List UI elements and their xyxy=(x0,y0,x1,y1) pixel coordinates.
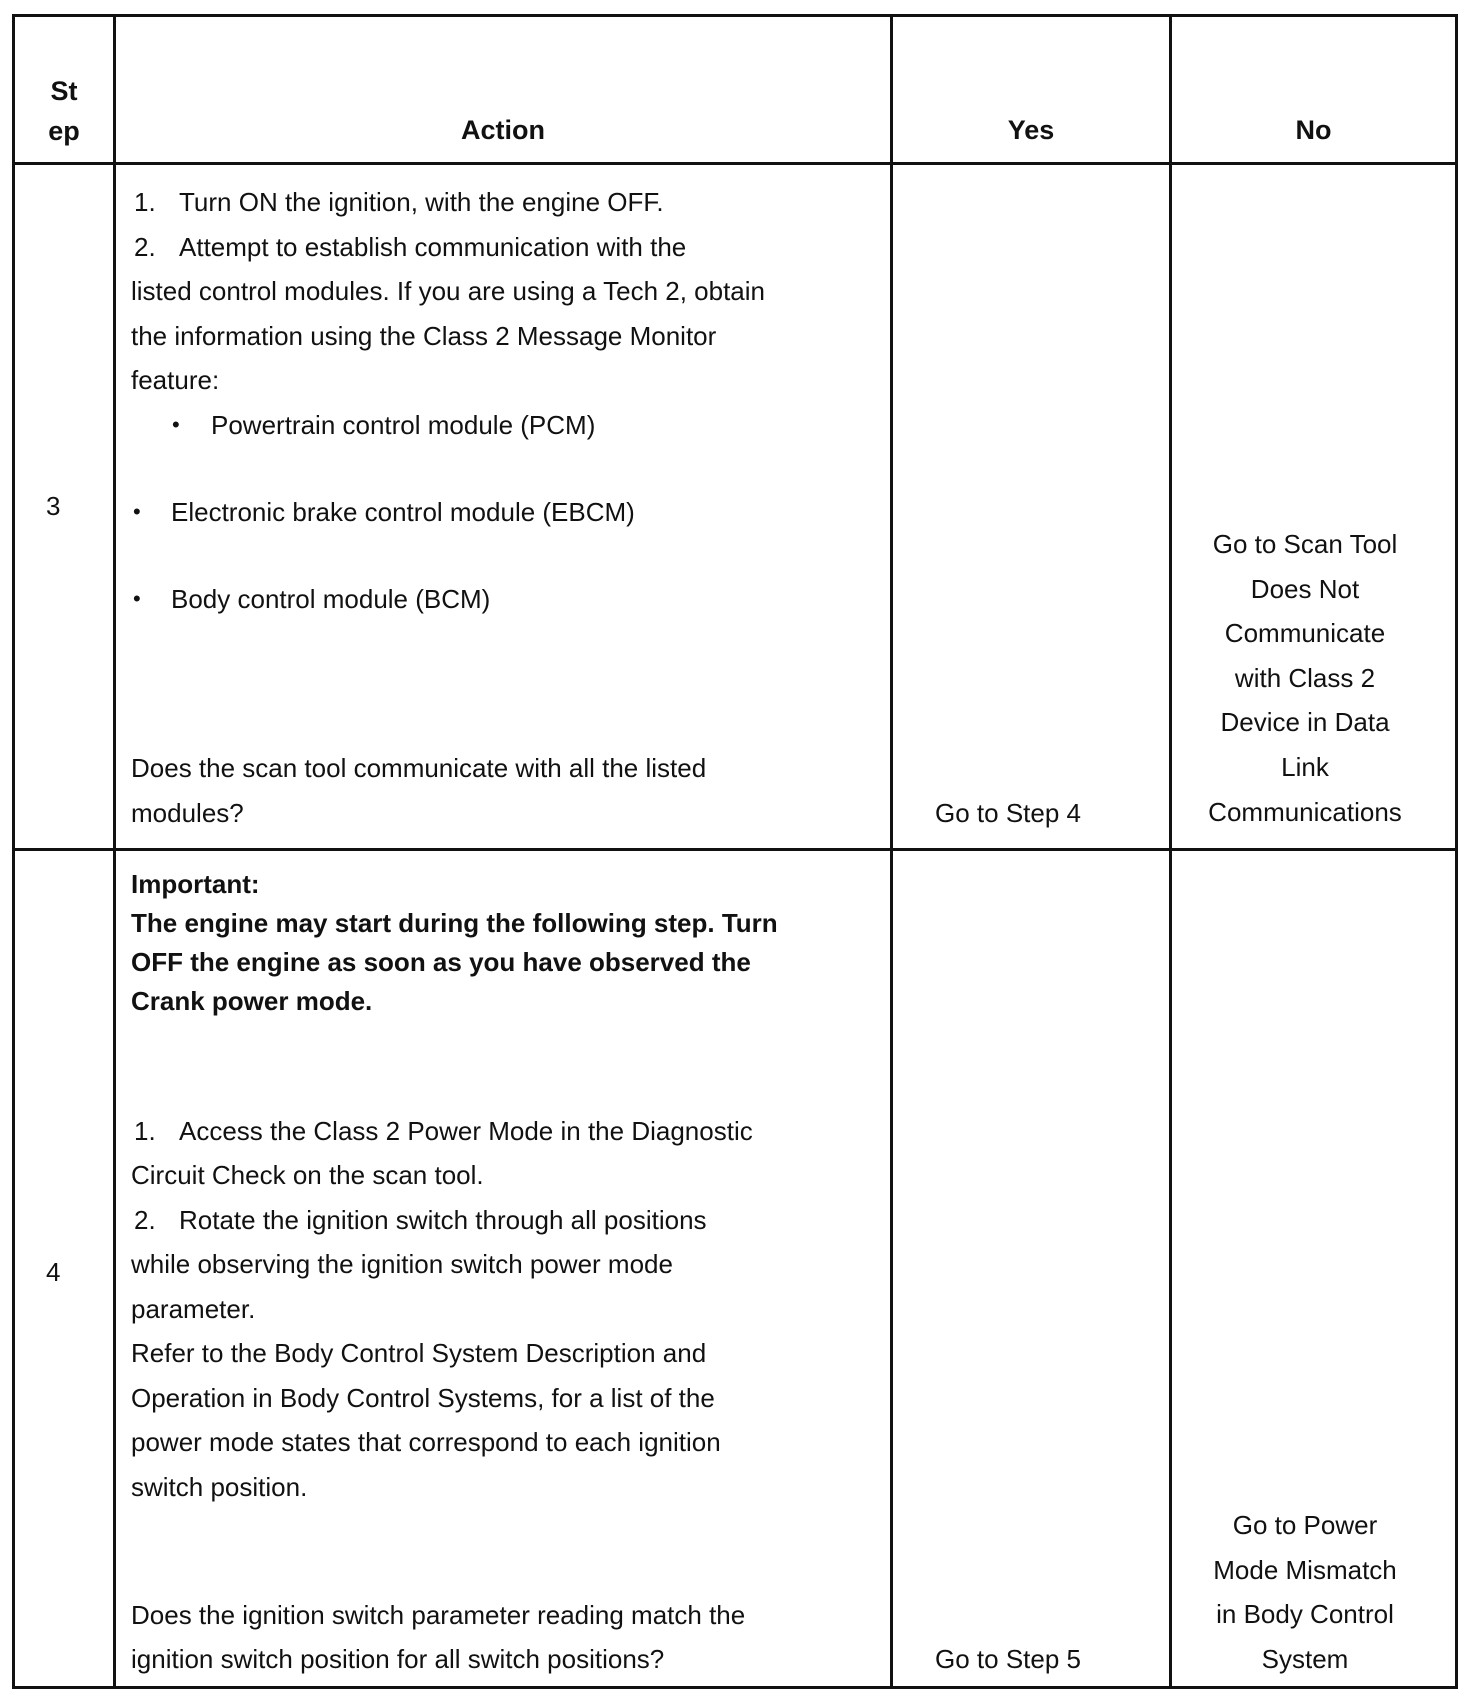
header-action: Action xyxy=(461,115,545,145)
table-border-bottom xyxy=(12,1686,1458,1689)
no-line: Link xyxy=(1281,751,1329,782)
action-text: Operation in Body Control Systems, for a list of the xyxy=(131,1383,715,1413)
action-text: Attempt to establish communication with the xyxy=(179,232,687,262)
bullet-item: Body control module (BCM) xyxy=(171,584,491,614)
question-text: ignition switch position for all switch positions? xyxy=(131,1644,665,1674)
question-text: Does the ignition switch parameter reading match the xyxy=(131,1600,746,1630)
row-divider-3-4 xyxy=(12,848,1458,851)
no-line: with Class 2 xyxy=(1234,662,1376,693)
action-text: listed control modules. If you are using a Tech 2, obtain xyxy=(131,276,766,306)
no-line: System xyxy=(1261,1643,1349,1674)
table-border-right xyxy=(1455,14,1458,1689)
no-line: in Body Control xyxy=(1216,1599,1394,1630)
action-text: Circuit Check on the scan tool. xyxy=(131,1160,484,1190)
yes-cell: Go to Step 4 xyxy=(935,798,1081,828)
bullet-icon: • xyxy=(172,412,180,437)
item-number: 1. xyxy=(134,187,156,217)
step-number: 4 xyxy=(46,1257,61,1287)
no-cell xyxy=(1172,1503,1438,1681)
action-text: power mode states that correspond to each ignition xyxy=(131,1427,721,1457)
no-line: Communications xyxy=(1208,796,1402,827)
important-text: The engine may start during the following step. Turn xyxy=(131,908,778,938)
no-line: Mode Mismatch xyxy=(1213,1554,1397,1585)
yes-cell: Go to Step 5 xyxy=(935,1644,1081,1674)
column-divider-1 xyxy=(113,14,116,1689)
header-step xyxy=(15,71,113,151)
table-border-left xyxy=(12,14,15,1689)
bullet-icon: • xyxy=(133,499,141,524)
action-text: feature: xyxy=(131,365,220,395)
no-line: Device in Data xyxy=(1220,707,1390,738)
action-text: while observing the ignition switch power mode xyxy=(131,1249,673,1279)
important-text: Crank power mode. xyxy=(131,986,373,1016)
header-step-line1: St xyxy=(50,76,78,106)
important-text: OFF the engine as soon as you have observed the xyxy=(131,947,751,977)
column-divider-2 xyxy=(890,14,893,1689)
bullet-item: Powertrain control module (PCM) xyxy=(211,410,596,440)
item-number: 2. xyxy=(134,1205,156,1235)
no-line: Communicate xyxy=(1224,618,1386,649)
action-text: Turn ON the ignition, with the engine OFF. xyxy=(179,187,664,217)
important-label: Important: xyxy=(131,869,260,899)
action-text: Access the Class 2 Power Mode in the Diagnostic xyxy=(179,1116,753,1146)
header-no: No xyxy=(1295,115,1332,145)
action-text: Rotate the ignition switch through all positions xyxy=(179,1205,707,1235)
header-yes: Yes xyxy=(1007,115,1055,145)
question-text: Does the scan tool communicate with all the listed xyxy=(131,753,707,783)
item-number: 1. xyxy=(134,1116,156,1146)
no-cell xyxy=(1172,522,1438,834)
bullet-icon: • xyxy=(133,586,141,611)
no-line: Go to Power xyxy=(1232,1510,1378,1540)
column-divider-3 xyxy=(1169,14,1172,1689)
action-text: parameter. xyxy=(131,1294,256,1324)
table-border-top xyxy=(12,14,1458,17)
bullet-item: Electronic brake control module (EBCM) xyxy=(171,497,635,527)
action-text: Refer to the Body Control System Description and xyxy=(131,1338,707,1368)
action-text: switch position. xyxy=(131,1472,308,1502)
header-step-line2: ep xyxy=(48,116,80,146)
action-text: the information using the Class 2 Message Monitor xyxy=(131,321,717,351)
no-line: Does Not xyxy=(1250,573,1360,604)
step-number: 3 xyxy=(46,491,61,521)
item-number: 2. xyxy=(134,232,156,262)
question-text: modules? xyxy=(131,798,244,828)
no-line: Go to Scan Tool xyxy=(1212,529,1398,559)
row-divider-header xyxy=(12,162,1458,165)
